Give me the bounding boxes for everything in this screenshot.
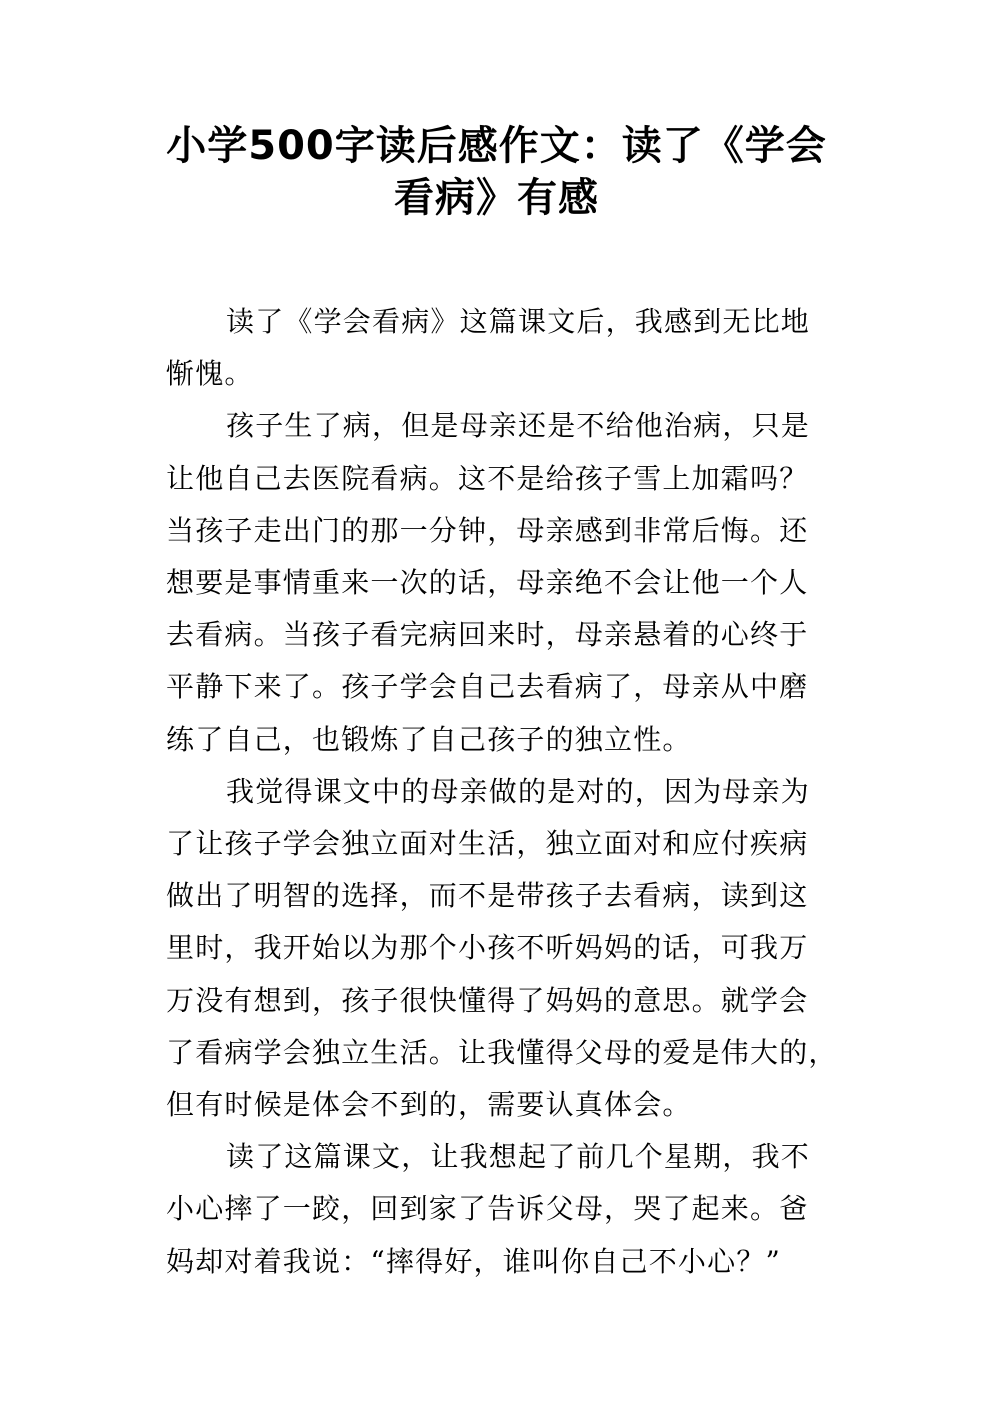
text-line: 读了这篇课文，让我想起了前几个星期，我不 <box>226 1140 811 1174</box>
paragraph-2 <box>166 400 836 765</box>
text-line: 了看病学会独立生活。让我懂得父母的爱是伟大的， <box>166 1035 838 1069</box>
text-line: 当孩子走出门的那一分钟，母亲感到非常后悔。还 <box>166 513 809 547</box>
text-line: 想要是事情重来一次的话，母亲绝不会让他一个人 <box>166 566 809 600</box>
text-line: 读了《学会看病》这篇课文后，我感到无比地 <box>226 305 811 338</box>
text-line: 了让孩子学会独立面对生活，独立面对和应付疾病 <box>166 827 809 861</box>
text-line: 我觉得课文中的母亲做的是对的，因为母亲为 <box>226 774 811 808</box>
paragraph-3 <box>166 766 836 1131</box>
text-line: 惭愧。 <box>166 357 254 391</box>
text-line: 里时，我开始以为那个小孩不听妈妈的话，可我万 <box>166 931 809 965</box>
document-title <box>150 120 843 224</box>
text-line: 妈却对着我说：“摔得好，谁叫你自己不小心？” <box>166 1244 782 1278</box>
text-line: 但有时候是体会不到的，需要认真体会。 <box>166 1088 692 1122</box>
paragraph-4 <box>166 1131 836 1288</box>
text-line: 孩子生了病，但是母亲还是不给他治病，只是 <box>226 409 811 443</box>
text-line: 小心摔了一跤，回到家了告诉父母，哭了起来。爸 <box>166 1192 809 1226</box>
text-line: 去看病。当孩子看完病回来时，母亲悬着的心终于 <box>166 618 809 652</box>
text-line: 练了自己，也锻炼了自己孩子的独立性。 <box>166 722 692 756</box>
paragraph-1 <box>166 296 836 400</box>
document-body <box>166 296 836 1288</box>
text-line: 万没有想到，孩子很快懂得了妈妈的意思。就学会 <box>166 983 809 1017</box>
title-line: 小学500字读后感作文：读了《学会 <box>166 123 827 169</box>
text-line: 平静下来了。孩子学会自己去看病了，母亲从中磨 <box>166 670 809 704</box>
text-line: 让他自己去医院看病。这不是给孩子雪上加霜吗？ <box>166 461 809 495</box>
text-line: 做出了明智的选择，而不是带孩子去看病，读到这 <box>166 879 809 913</box>
title-line: 看病》有感 <box>394 175 599 221</box>
